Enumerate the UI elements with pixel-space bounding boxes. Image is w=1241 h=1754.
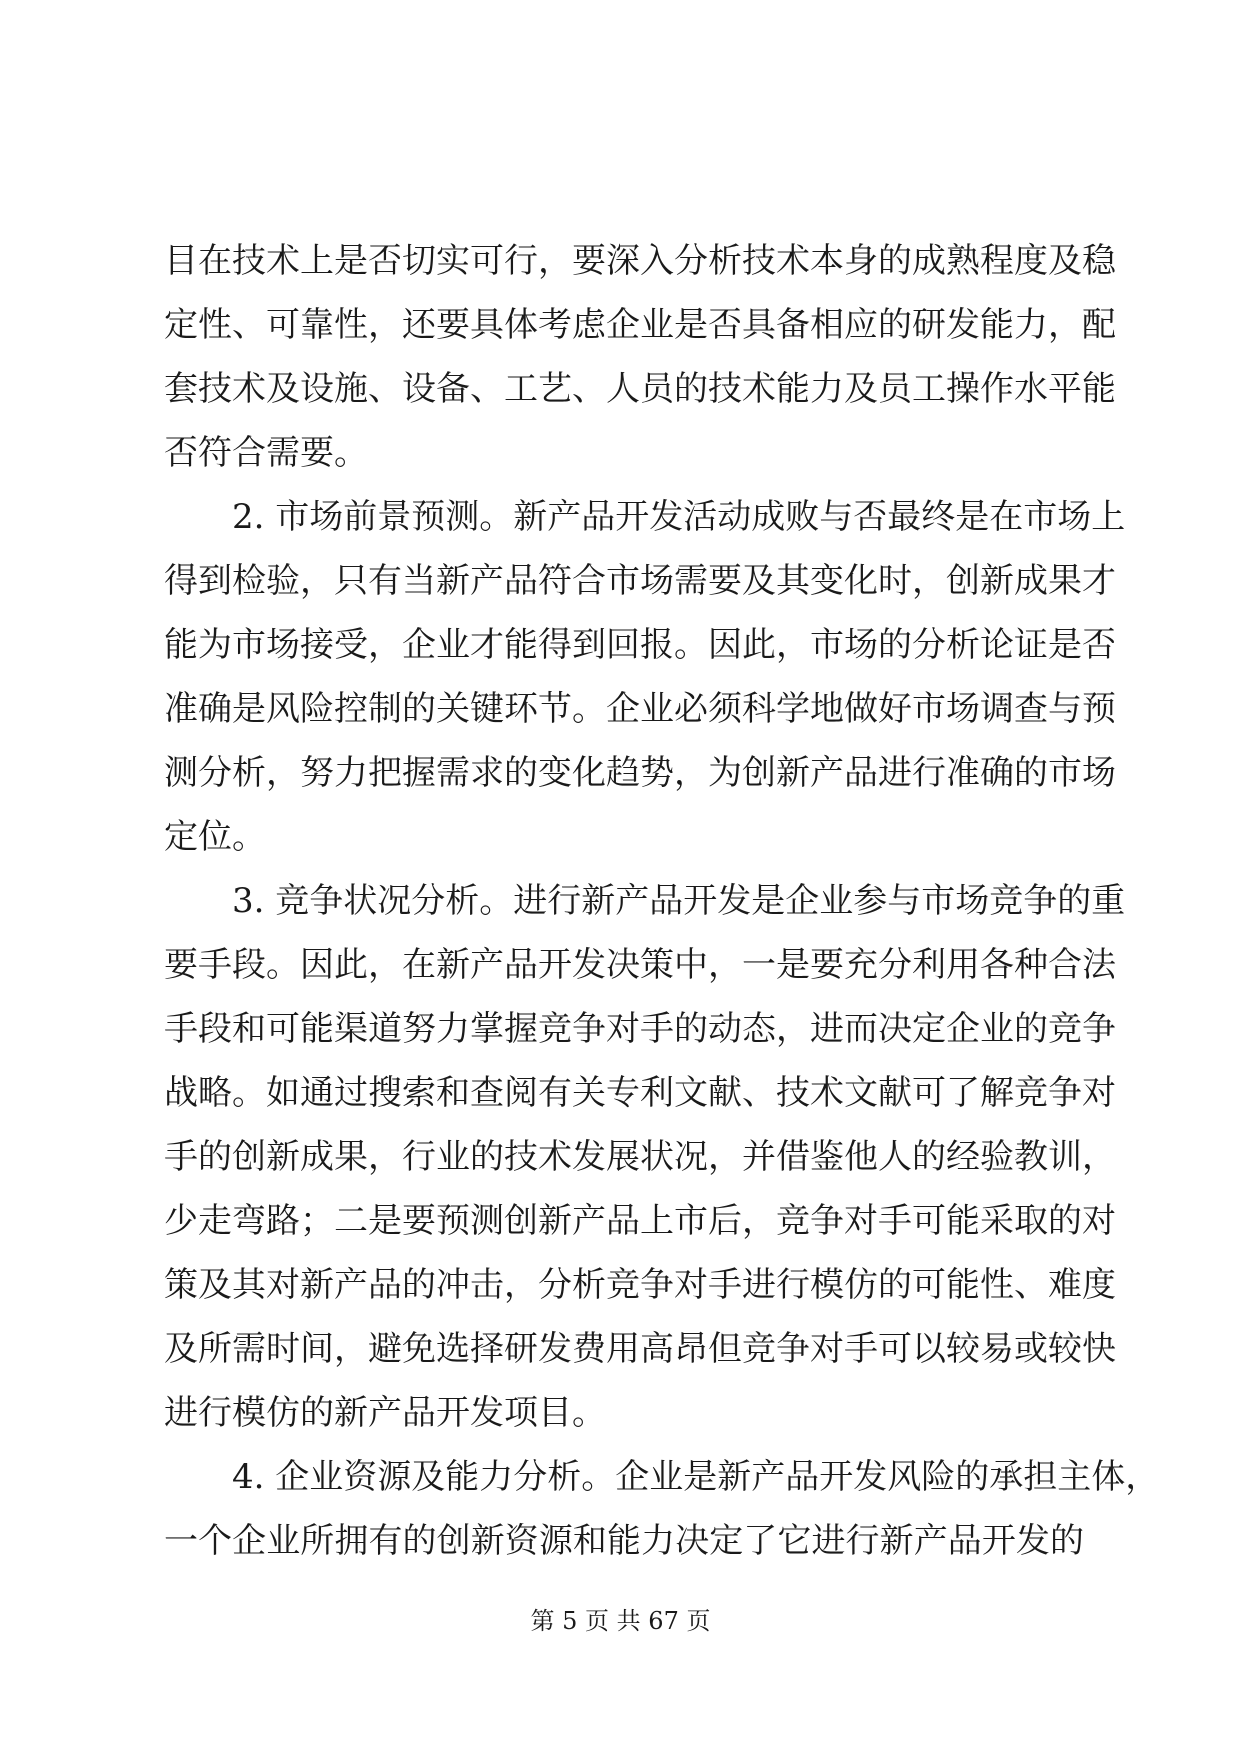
text-line: 手段和可能渠道努力掌握竞争对手的动态，进而决定企业的竞争: [164, 1009, 1116, 1049]
text-line: 战略。如通过搜索和查阅有关专利文献、技术文献可了解竞争对: [164, 1073, 1116, 1113]
text-line: 3. 竞争状况分析。进行新产品开发是企业参与市场竞争的重: [232, 881, 1126, 921]
text-line: 得到检验，只有当新产品符合市场需要及其变化时，创新成果才: [164, 561, 1116, 601]
text-line: 2. 市场前景预测。新产品开发活动成败与否最终是在市场上: [232, 497, 1126, 537]
text-line: 一个企业所拥有的创新资源和能力决定了它进行新产品开发的: [164, 1521, 1084, 1561]
page-number-footer: 第 5 页 共 67 页: [530, 1607, 711, 1635]
text-line: 准确是风险控制的关键环节。企业必须科学地做好市场调查与预: [164, 689, 1116, 729]
text-line: 少走弯路；二是要预测创新产品上市后，竞争对手可能采取的对: [164, 1201, 1116, 1241]
text-line: 及所需时间，避免选择研发费用高昂但竞争对手可以较易或较快: [164, 1329, 1116, 1369]
text-line: 套技术及设施、设备、工艺、人员的技术能力及员工操作水平能: [164, 369, 1116, 409]
text-line: 定性、可靠性，还要具体考虑企业是否具备相应的研发能力，配: [164, 305, 1116, 345]
text-line: 测分析，努力把握需求的变化趋势，为创新产品进行准确的市场: [164, 753, 1116, 793]
text-line: 要手段。因此，在新产品开发决策中，一是要充分利用各种合法: [164, 945, 1116, 985]
text-line: 4. 企业资源及能力分析。企业是新产品开发风险的承担主体，: [232, 1457, 1160, 1497]
text-line: 能为市场接受，企业才能得到回报。因此，市场的分析论证是否: [164, 625, 1116, 665]
text-line: 否符合需要。: [164, 433, 368, 473]
text-line: 手的创新成果，行业的技术发展状况，并借鉴他人的经验教训，: [164, 1137, 1116, 1177]
text-line: 进行模仿的新产品开发项目。: [164, 1393, 606, 1433]
text-line: 策及其对新产品的冲击，分析竞争对手进行模仿的可能性、难度: [164, 1265, 1116, 1305]
document-body: [164, 229, 1160, 1573]
text-line: 目在技术上是否切实可行，要深入分析技术本身的成熟程度及稳: [164, 241, 1116, 281]
text-line: 定位。: [164, 817, 266, 857]
